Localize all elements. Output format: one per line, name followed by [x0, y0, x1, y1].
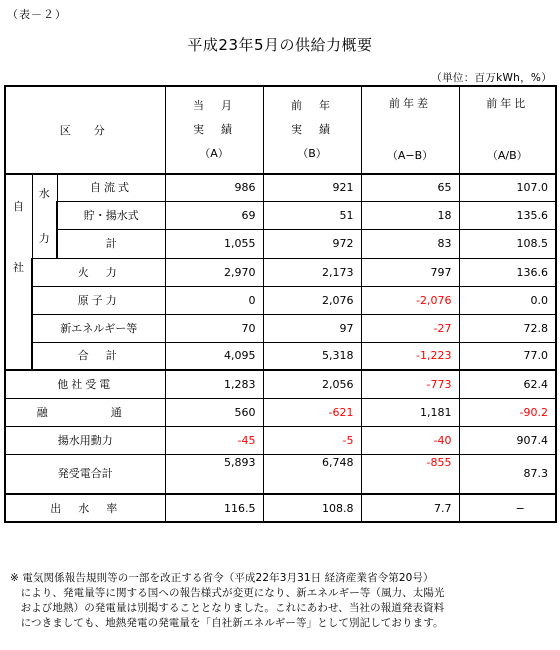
table-row	[5, 314, 556, 342]
header-previous-line1: 前 年	[291, 99, 333, 112]
row-label: 発受電合計	[5, 454, 165, 494]
cell-current: 1,055	[165, 229, 263, 258]
cell-previous: 51	[263, 201, 361, 229]
table-row	[5, 174, 556, 201]
table-label: （表－２）	[7, 8, 67, 21]
cell-previous: 97	[263, 314, 361, 342]
cell-diff: 797	[361, 258, 459, 286]
footnote-line: および地熱）の発電量は別掲することとなりました。これにあわせ、当社の報道発表資料	[10, 602, 445, 614]
cell-ratio: 87.3	[459, 454, 556, 494]
row-label: 新エネルギー等	[32, 314, 165, 342]
table-row	[5, 398, 556, 426]
row-label: 原子力	[32, 286, 165, 314]
cell-current: 4,095	[165, 342, 263, 370]
cell-current: 986	[165, 174, 263, 201]
row-label: 出 水 率	[5, 494, 165, 522]
header-ratio	[459, 86, 556, 174]
row-label-text: 融 通	[36, 405, 148, 419]
cell-diff: -855	[361, 454, 459, 494]
group-hydro-char1: 水	[38, 187, 50, 201]
cell-current: -45	[165, 426, 263, 454]
cell-ratio: -90.2	[459, 398, 556, 426]
footnote-line: ※ 電気関係報告規則等の一部を改正する省令（平成22年3月31日 経済産業省令第20号）	[10, 572, 434, 584]
group-self-char2: 社	[13, 261, 24, 274]
cell-diff: 65	[361, 174, 459, 201]
header-ratio-line1: 前年比	[486, 97, 529, 110]
row-label: 火 力	[32, 258, 165, 286]
unit-label: （単位：百万kWh，%）	[431, 72, 552, 84]
cell-ratio: 136.6	[459, 258, 556, 286]
cell-previous: 2,173	[263, 258, 361, 286]
row-label: 他社受電	[5, 370, 165, 398]
cell-ratio: 77.0	[459, 342, 556, 370]
cell-diff: 83	[361, 229, 459, 258]
cell-diff: -1,223	[361, 342, 459, 370]
cell-previous: -621	[263, 398, 361, 426]
cell-current: 116.5	[165, 494, 263, 522]
cell-current: 2,970	[165, 258, 263, 286]
cell-ratio: 907.4	[459, 426, 556, 454]
cell-ratio: 135.6	[459, 201, 556, 229]
header-ratio-code: （A/B）	[486, 149, 528, 162]
cell-diff: 18	[361, 201, 459, 229]
row-label: 計	[57, 229, 165, 258]
supply-table	[4, 85, 557, 523]
group-self-char1: 自	[13, 200, 24, 213]
table-row	[5, 286, 556, 314]
footnote-line: につきましても、地熱発電の発電量を「自社新エネルギー等」として別記しております。	[10, 617, 444, 629]
cell-current: 1,283	[165, 370, 263, 398]
cell-previous: 2,076	[263, 286, 361, 314]
row-label	[5, 398, 165, 426]
header-previous-code: （B）	[297, 147, 327, 160]
group-self	[5, 174, 32, 370]
cell-current: 5,893	[165, 454, 263, 494]
table-row	[5, 258, 556, 286]
header-previous	[263, 86, 361, 174]
footnote-line: により、発電量等に関する国への報告様式が変更になり、新エネルギー等（風力、太陽光	[10, 587, 445, 599]
cell-previous: 108.8	[263, 494, 361, 522]
row-label: 揚水用動力	[5, 426, 165, 454]
table-row	[5, 454, 556, 494]
header-diff	[361, 86, 459, 174]
header-current-code: （A）	[199, 147, 229, 160]
cell-ratio: 62.4	[459, 370, 556, 398]
cell-ratio: −	[459, 494, 556, 522]
cell-diff: -40	[361, 426, 459, 454]
cell-previous: 6,748	[263, 454, 361, 494]
cell-previous: 972	[263, 229, 361, 258]
row-label: 貯・揚水式	[57, 201, 165, 229]
table-row	[5, 342, 556, 370]
cell-diff: 1,181	[361, 398, 459, 426]
cell-ratio: 72.8	[459, 314, 556, 342]
group-hydro	[32, 174, 57, 258]
header-diff-code: （A−B）	[386, 149, 434, 162]
cell-diff: -2,076	[361, 286, 459, 314]
cell-diff: -27	[361, 314, 459, 342]
header-previous-line2: 実 績	[291, 123, 333, 136]
group-hydro-char2: 力	[38, 232, 50, 246]
header-current-line2: 実 績	[193, 123, 235, 136]
cell-ratio: 0.0	[459, 286, 556, 314]
table-row	[5, 426, 556, 454]
cell-current: 70	[165, 314, 263, 342]
cell-previous: 921	[263, 174, 361, 201]
cell-current: 69	[165, 201, 263, 229]
row-label: 合 計	[32, 342, 165, 370]
table-row	[5, 229, 556, 258]
table-row	[5, 494, 556, 522]
page-title: 平成23年5月の供給力概要	[187, 36, 373, 54]
table-row	[5, 201, 556, 229]
cell-diff: 7.7	[361, 494, 459, 522]
cell-previous: 5,318	[263, 342, 361, 370]
header-diff-line1: 前年差	[389, 97, 431, 110]
header-current	[165, 86, 263, 174]
header-category-label: 区 分	[59, 123, 111, 137]
cell-previous: -5	[263, 426, 361, 454]
footnote	[10, 571, 555, 631]
cell-diff: -773	[361, 370, 459, 398]
cell-previous: 2,056	[263, 370, 361, 398]
header-category	[5, 86, 165, 174]
cell-current: 0	[165, 286, 263, 314]
cell-ratio: 108.5	[459, 229, 556, 258]
header-current-line1: 当 月	[193, 99, 235, 112]
table-header-row	[5, 86, 556, 174]
cell-ratio: 107.0	[459, 174, 556, 201]
row-label: 自流式	[57, 174, 165, 201]
table-row	[5, 370, 556, 398]
cell-current: 560	[165, 398, 263, 426]
